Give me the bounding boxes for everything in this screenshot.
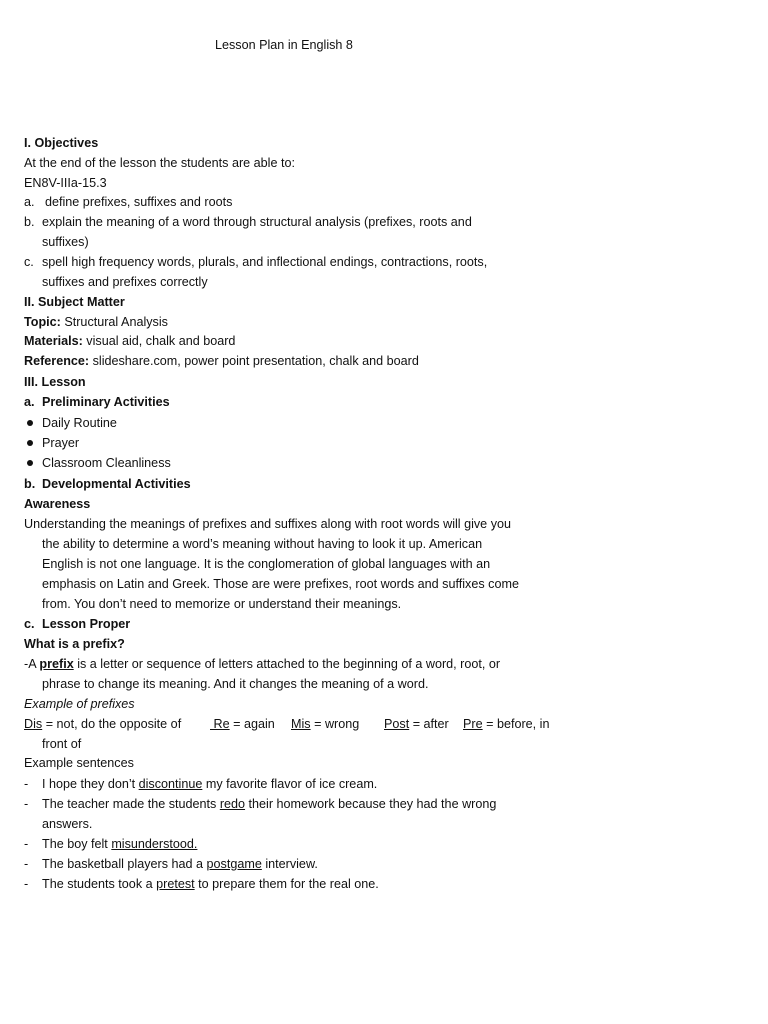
underlined-word: misunderstood. — [111, 837, 198, 851]
objective-text-cont: suffixes and prefixes correctly — [42, 275, 208, 289]
document-title: Lesson Plan in English 8 — [215, 38, 353, 52]
lesson-heading: III. Lesson — [24, 375, 86, 389]
prefix-example-mis — [291, 714, 359, 734]
definition-lead: -A — [24, 657, 40, 671]
prefix-examples-cont: front of — [42, 737, 82, 751]
section-title: Developmental Activities — [42, 477, 191, 491]
prefix-example-post — [384, 714, 449, 734]
sentence-text: The teacher made the students redo their homework because they had the wrong — [42, 797, 497, 811]
sentence-text: The students took a pretest to prepare them for the real one. — [42, 877, 379, 891]
objective-marker: b. — [24, 215, 35, 229]
prefix-example-pre — [463, 714, 549, 734]
underlined-word: postgame — [206, 857, 262, 871]
list-item-text: Classroom Cleanliness — [42, 456, 171, 470]
reference-field — [24, 351, 564, 371]
prefix-meaning: = again — [229, 717, 275, 731]
awareness-paragraph-cont: from. You don’t need to memorize or understand their meanings. — [42, 597, 402, 611]
dash-marker: - — [24, 877, 29, 891]
objective-text-cont: suffixes) — [42, 235, 89, 249]
examples-heading: Example of prefixes — [24, 697, 135, 711]
awareness-paragraph-cont: the ability to determine a word’s meaning without having to look it up. American — [42, 537, 483, 551]
list-item-text: Prayer — [42, 436, 80, 450]
bullet-icon — [27, 440, 33, 446]
underlined-word: redo — [219, 797, 246, 811]
dash-marker: - — [24, 797, 29, 811]
section-title: Lesson Proper — [42, 617, 131, 631]
competency-code: EN8V-IIIa-15.3 — [24, 176, 107, 190]
section-title: Preliminary Activities — [42, 395, 170, 409]
section-marker: b. — [24, 477, 36, 491]
field-value: slideshare.com, power point presentation, chalk and board — [89, 354, 419, 368]
list-item-text: Daily Routine — [42, 416, 117, 430]
field-label: Topic: — [24, 315, 61, 329]
objectives-heading: I. Objectives — [24, 136, 99, 150]
awareness-paragraph: Understanding the meanings of prefixes and suffixes along with root words will give you — [24, 517, 511, 531]
awareness-paragraph-cont: English is not one language. It is the conglomeration of global languages with an — [42, 557, 491, 571]
prefix-definition — [24, 654, 564, 674]
subject-matter-heading: II. Subject Matter — [24, 295, 125, 309]
field-value: visual aid, chalk and board — [82, 334, 236, 348]
bullet-icon — [27, 420, 33, 426]
sentence-text: I hope they don’t discontinue my favorite flavor of ice cream. — [42, 777, 378, 791]
field-label: Materials: — [24, 334, 83, 348]
prefix-meaning: = not, do the opposite of — [42, 717, 182, 731]
materials-field — [24, 331, 564, 351]
bullet-icon — [27, 460, 33, 466]
field-label: Reference: — [24, 354, 90, 368]
prefix-meaning: = wrong — [310, 717, 360, 731]
objective-text: explain the meaning of a word through structural analysis (prefixes, roots and — [42, 215, 472, 229]
sentences-heading: Example sentences — [24, 756, 134, 770]
prefix-term: Dis — [24, 717, 43, 731]
underlined-word: pretest — [156, 877, 195, 891]
objectives-intro: At the end of the lesson the students are able to: — [24, 156, 295, 170]
prefix-meaning: = before, in — [482, 717, 550, 731]
prefix-term: Mis — [291, 717, 311, 731]
dash-marker: - — [24, 777, 29, 791]
objective-text: define prefixes, suffixes and roots — [45, 195, 233, 209]
prefix-meaning: = after — [409, 717, 449, 731]
objective-marker: a. — [24, 195, 35, 209]
awareness-paragraph-cont: emphasis on Latin and Greek. Those are were prefixes, root words and suffixes come — [42, 577, 519, 591]
prefix-definition-cont: phrase to change its meaning. And it changes the meaning of a word. — [42, 677, 429, 691]
sentence-text: The boy felt misunderstood. — [42, 837, 198, 851]
prefix-term: Post — [384, 717, 410, 731]
topic-field — [24, 312, 564, 332]
objective-text: spell high frequency words, plurals, and inflectional endings, contractions, roots, — [42, 255, 488, 269]
field-value: Structural Analysis — [60, 315, 168, 329]
definition-text: is a letter or sequence of letters attached to the beginning of a word, root, or — [73, 657, 501, 671]
prefix-example-dis — [24, 714, 181, 734]
prefix-question: What is a prefix? — [24, 637, 125, 651]
awareness-heading: Awareness — [24, 497, 91, 511]
definition-term: prefix — [39, 657, 74, 671]
prefix-term: Re — [213, 717, 230, 731]
dash-marker: - — [24, 837, 29, 851]
sentence-text-cont: answers. — [42, 817, 93, 831]
dash-marker: - — [24, 857, 29, 871]
section-marker: a. — [24, 395, 35, 409]
section-marker: c. — [24, 617, 35, 631]
objective-marker: c. — [24, 255, 34, 269]
prefix-term: Pre — [463, 717, 483, 731]
sentence-text: The basketball players had a postgame interview. — [42, 857, 318, 871]
underlined-word: discontinue — [138, 777, 203, 791]
prefix-example-re — [210, 714, 275, 734]
